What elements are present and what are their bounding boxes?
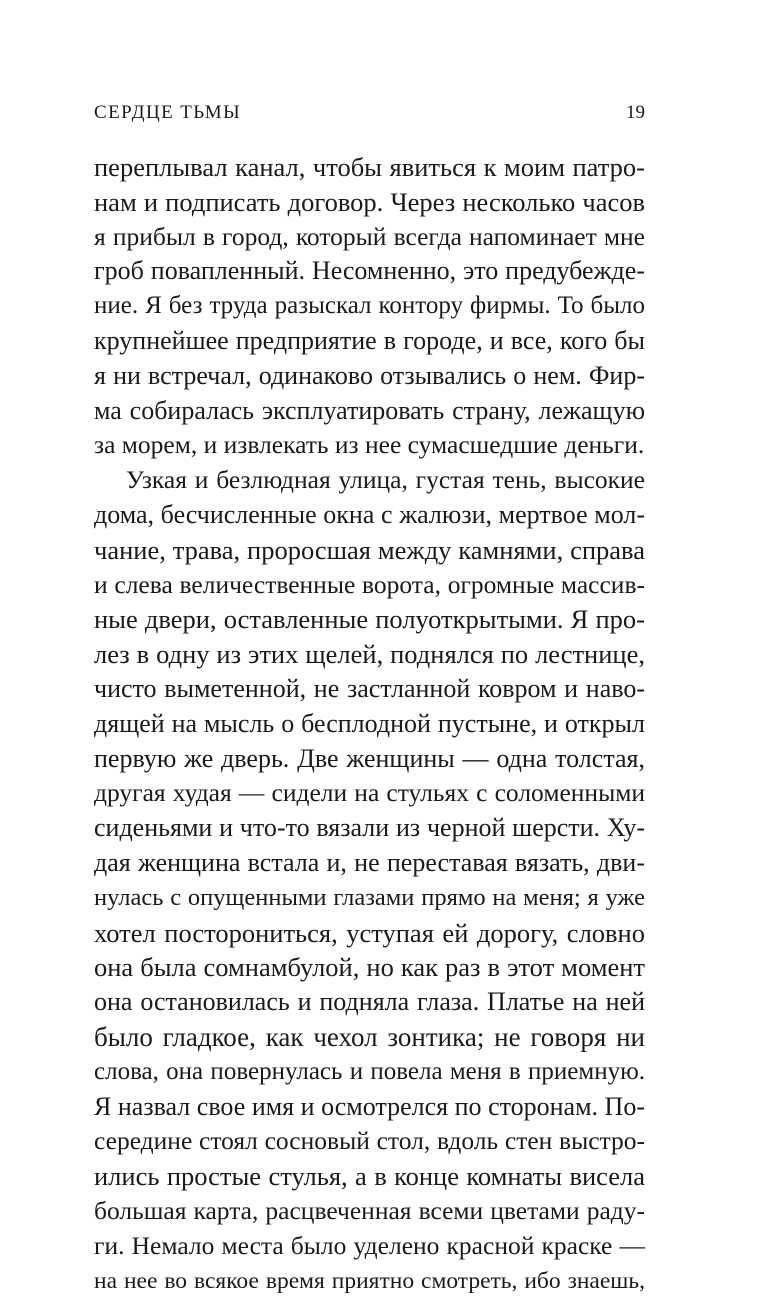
text-line: было гладкое, как чехол зонтика; не говоря ни <box>94 1020 645 1055</box>
text-line: чание, трава, проросшая между камнями, справа <box>94 533 645 568</box>
text-line: я прибыл в город, который всегда напоминает мне <box>94 220 645 255</box>
page-number: 19 <box>626 100 645 126</box>
text-line: нам и подписать договор. Через несколько часов <box>94 185 645 220</box>
paragraph-end-line: за морем, и извлекать из нее сумасшедшие деньги. <box>94 428 645 463</box>
text-line: дая женщина встала и, не переставая вязать, дви- <box>94 846 645 881</box>
text-line: ние. Я без труда разыскал контору фирмы. То было <box>94 289 645 324</box>
text-line: она остановилась и подняла глаза. Платье на ней <box>94 985 645 1020</box>
text-line: на нее во всякое время приятно смотреть, ибо знаешь, <box>94 1264 645 1298</box>
text-line: середине стоял сосновый стол, вдоль стен выстро- <box>94 1124 645 1159</box>
text-line: хотел посторониться, уступая ей дорогу, словно <box>94 916 645 951</box>
running-title: СЕРДЦЕ ТЬМЫ <box>94 100 241 126</box>
running-head <box>94 100 645 126</box>
text-line: чисто выметенной, не застланной ковром и наво- <box>94 672 645 707</box>
text-line: первую же дверь. Две женщины — одна толстая, <box>94 742 645 777</box>
text-line: нулась с опущенными глазами прямо на меня; я уже <box>94 881 645 916</box>
text-line: она была сомнамбулой, но как раз в этот момент <box>94 950 645 985</box>
text-line: и слева величественные ворота, огромные массив- <box>94 568 645 603</box>
text-line: сиденьями и что-то вязали из черной шерсти. Ху- <box>94 811 645 846</box>
text-line: ма собиралась эксплуатировать страну, лежащую <box>94 394 645 429</box>
text-line: переплывал канал, чтобы явиться к моим патро- <box>94 150 645 185</box>
body-text <box>94 150 645 1298</box>
text-line: ги. Немало места было уделено красной краске — <box>94 1229 645 1264</box>
text-line: я ни встречал, одинаково отзывались о нем. Фир- <box>94 359 645 394</box>
text-line: Я назвал свое имя и осмотрелся по сторонам. По- <box>94 1090 645 1125</box>
paragraph-start-line: Узкая и безлюдная улица, густая тень, высокие <box>94 463 645 498</box>
text-line: гроб повапленный. Несомненно, это предубежде- <box>94 254 645 289</box>
text-line: ились простые стулья, а в конце комнаты висела <box>94 1159 645 1194</box>
text-line: лез в одну из этих щелей, поднялся по лестнице, <box>94 637 645 672</box>
text-line: другая худая — сидели на стульях с соломенными <box>94 776 645 811</box>
text-line: дящей на мысль о бесплодной пустыне, и открыл <box>94 707 645 742</box>
text-line: дома, бесчисленные окна с жалюзи, мертвое мол- <box>94 498 645 533</box>
text-line: большая карта, расцвеченная всеми цветами раду- <box>94 1194 645 1229</box>
text-line: слова, она повернулась и повела меня в приемную. <box>94 1055 645 1090</box>
text-line: ные двери, оставленные полуоткрытыми. Я про- <box>94 602 645 637</box>
text-line: крупнейшее предприятие в городе, и все, кого бы <box>94 324 645 359</box>
